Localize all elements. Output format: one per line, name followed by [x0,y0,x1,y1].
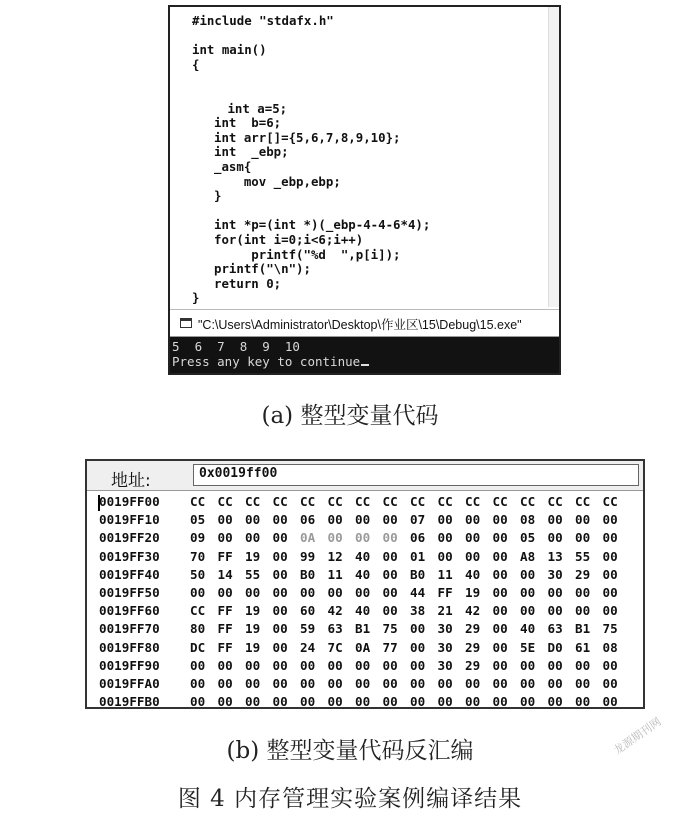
dump-byte[interactable]: CC [217,494,233,509]
dump-byte[interactable]: 19 [245,639,261,655]
dump-byte[interactable]: 00 [602,657,618,673]
dump-byte[interactable]: FF [217,603,233,619]
code-line: } [192,290,200,306]
dump-row[interactable] [87,584,643,602]
dump-byte[interactable]: B1 [575,621,591,637]
dump-byte[interactable]: 00 [190,657,206,673]
dump-byte[interactable]: 21 [437,603,453,619]
dump-byte[interactable]: 00 [575,512,591,528]
dump-byte[interactable]: 00 [300,657,316,673]
dump-byte[interactable]: 00 [492,530,508,546]
dump-byte[interactable]: 00 [520,657,536,673]
dump-byte[interactable]: 00 [575,694,591,709]
dump-byte[interactable]: 00 [300,694,316,709]
dump-byte[interactable]: B0 [410,566,426,582]
code-line: int _ebp; [214,144,289,160]
code-line: _asm{ [214,159,252,174]
dump-byte[interactable]: 40 [520,621,536,637]
dump-byte[interactable]: 00 [547,512,563,528]
dump-byte[interactable]: 00 [602,512,618,528]
dump-address: 0019FFB0 [99,694,160,709]
dump-byte[interactable]: 00 [492,694,508,709]
dump-byte[interactable]: 00 [410,694,426,709]
console-title-bar [170,309,559,337]
dump-byte[interactable]: CC [575,494,591,509]
dump-row[interactable] [87,675,643,693]
dump-byte[interactable]: 00 [410,657,426,673]
dump-byte[interactable]: 00 [437,530,453,546]
watermark: 龙源期刊网 [611,715,664,758]
dump-byte[interactable]: 00 [355,657,371,673]
dump-byte[interactable]: 40 [355,566,371,582]
dump-byte[interactable]: 00 [547,530,563,546]
dump-byte[interactable]: 00 [602,548,618,564]
dump-byte[interactable]: CC [300,494,316,509]
dump-byte[interactable]: 75 [382,621,398,637]
dump-byte[interactable]: 00 [327,585,343,600]
dump-byte[interactable]: 00 [520,676,536,691]
dump-address: 0019FF40 [99,566,160,582]
dump-byte[interactable]: 00 [547,694,563,709]
dump-byte[interactable]: 00 [410,639,426,655]
dump-byte[interactable]: 05 [190,512,206,528]
dump-address: 0019FF60 [99,603,160,619]
dump-byte[interactable]: 00 [547,676,563,691]
dump-byte[interactable]: 00 [410,621,426,637]
dump-address: 0019FF80 [99,639,160,655]
dump-row[interactable] [87,493,643,511]
dump-byte[interactable]: 00 [245,512,261,528]
dump-byte[interactable]: FF [437,585,453,600]
dump-byte[interactable]: 00 [575,657,591,673]
dump-byte[interactable]: CC [547,494,563,509]
dump-byte[interactable]: 00 [355,585,371,600]
dump-byte[interactable]: 14 [217,566,233,582]
dump-byte[interactable]: 00 [602,585,618,600]
console-output-line1: 5 6 7 8 9 10 [172,339,300,354]
dump-byte[interactable]: 00 [492,585,508,600]
dump-byte[interactable]: CC [492,494,508,509]
code-line: int a=5; [220,100,288,116]
code-line: int arr[]={5,6,7,8,9,10}; [214,129,401,145]
dump-byte[interactable]: 09 [190,530,206,546]
dump-byte[interactable]: 06 [300,512,316,528]
dump-byte[interactable]: 00 [410,676,426,691]
dump-byte[interactable]: 00 [547,585,563,600]
dump-byte[interactable]: 00 [190,585,206,600]
dump-byte[interactable]: 00 [355,512,371,528]
dump-byte[interactable]: 13 [547,548,563,564]
dump-byte[interactable]: 0A [355,639,371,655]
dump-byte[interactable]: 00 [492,657,508,673]
dump-byte[interactable]: FF [217,639,233,655]
dump-byte[interactable]: 00 [492,676,508,691]
dump-byte[interactable]: 77 [382,639,398,655]
dump-row[interactable] [87,529,643,547]
dump-byte[interactable]: 11 [327,566,343,582]
dump-byte[interactable]: 00 [382,548,398,564]
dump-byte[interactable]: 00 [520,585,536,600]
dump-address: 0019FF90 [99,657,160,673]
dump-byte[interactable]: 00 [465,512,481,528]
dump-byte[interactable]: 42 [327,603,343,619]
figure-caption: 图 4 内存管理实验案例编译结果 [177,786,523,812]
dump-byte[interactable]: 00 [300,585,316,600]
dump-byte[interactable]: 00 [575,585,591,600]
dump-byte[interactable]: 44 [410,585,426,600]
dump-byte[interactable]: 00 [492,621,508,637]
dump-byte[interactable]: 00 [190,694,206,709]
dump-byte[interactable]: A8 [520,548,536,564]
dump-byte[interactable]: 00 [602,566,618,582]
address-value: 0x0019ff00 [199,466,278,481]
dump-byte[interactable]: 00 [547,657,563,673]
dump-address: 0019FF50 [99,585,160,600]
dump-byte[interactable]: 00 [382,603,398,619]
dump-byte[interactable]: 00 [327,676,343,691]
dump-byte[interactable]: 00 [245,694,261,709]
dump-byte[interactable]: 00 [465,530,481,546]
dump-row[interactable] [87,548,643,566]
dump-byte[interactable]: CC [410,494,426,509]
dump-byte[interactable]: 00 [382,657,398,673]
dump-byte[interactable]: 08 [520,512,536,528]
dump-byte[interactable]: 00 [602,694,618,709]
dump-byte[interactable]: 00 [547,603,563,619]
dump-address: 0019FF30 [99,548,160,564]
dump-byte[interactable]: 00 [520,566,536,582]
dump-byte[interactable]: 00 [465,548,481,564]
dump-byte[interactable]: 00 [245,585,261,600]
dump-byte[interactable]: 40 [465,566,481,582]
dump-byte[interactable]: 00 [382,512,398,528]
dump-byte[interactable]: 30 [437,639,453,655]
dump-byte[interactable]: 00 [327,657,343,673]
dump-byte[interactable]: 00 [382,585,398,600]
dump-byte[interactable]: 00 [602,530,618,546]
dump-byte[interactable]: 00 [245,657,261,673]
code-line: printf("\n"); [214,261,311,277]
dump-byte[interactable]: CC [190,494,206,509]
dump-byte[interactable]: 30 [437,657,453,673]
dump-byte[interactable]: 30 [437,621,453,637]
dump-byte[interactable]: 00 [300,676,316,691]
dump-byte[interactable]: 0A [300,530,316,546]
console-output[interactable] [170,337,559,375]
dump-byte[interactable]: 00 [272,566,288,582]
address-label: 地址: [111,471,151,491]
dump-address: 0019FF20 [99,530,160,546]
dump-byte[interactable]: 00 [272,603,288,619]
code-editor-window [168,5,561,375]
dump-byte[interactable]: 7C [327,639,343,655]
dump-row[interactable] [87,657,643,675]
dump-byte[interactable]: 12 [327,548,343,564]
dump-byte[interactable]: 19 [245,603,261,619]
dump-byte[interactable]: 40 [355,603,371,619]
dump-byte[interactable]: 00 [327,694,343,709]
dump-byte[interactable]: 00 [327,512,343,528]
dump-byte[interactable]: 00 [382,676,398,691]
dump-byte[interactable]: 00 [272,676,288,691]
dump-byte[interactable]: 29 [465,621,481,637]
dump-byte[interactable]: 11 [437,566,453,582]
dump-byte[interactable]: 19 [245,548,261,564]
caption-b: (b) 整型变量代码反汇编 [226,738,474,764]
dump-byte[interactable]: 00 [575,603,591,619]
dump-byte[interactable]: 00 [217,657,233,673]
dump-byte[interactable]: 00 [272,585,288,600]
dump-byte[interactable]: 55 [575,548,591,564]
dump-byte[interactable]: 55 [245,566,261,582]
dump-byte[interactable]: 60 [300,603,316,619]
dump-byte[interactable]: 07 [410,512,426,528]
dump-byte[interactable]: 29 [575,566,591,582]
dump-byte[interactable]: 00 [602,603,618,619]
dump-byte[interactable]: 19 [245,621,261,637]
dump-byte[interactable]: 05 [520,530,536,546]
code-editor[interactable] [170,7,559,307]
dump-byte[interactable]: 00 [272,548,288,564]
dump-byte[interactable]: 00 [437,694,453,709]
code-line: int b=6; [214,115,282,131]
dump-row[interactable] [87,693,643,709]
dump-byte[interactable]: 00 [355,530,371,546]
dump-byte[interactable]: 00 [465,694,481,709]
dump-byte[interactable]: 01 [410,548,426,564]
dump-byte[interactable]: 00 [217,585,233,600]
dump-byte[interactable]: 00 [190,676,206,691]
code-line: printf("%d ",p[i]); [214,246,401,262]
dump-byte[interactable]: 00 [355,694,371,709]
dump-byte[interactable]: 00 [492,512,508,528]
dump-byte[interactable]: 00 [437,548,453,564]
dump-byte[interactable]: 00 [382,694,398,709]
dump-byte[interactable]: 70 [190,548,206,564]
dump-byte[interactable]: 00 [217,530,233,546]
dump-byte[interactable]: 00 [575,530,591,546]
dump-byte[interactable]: 00 [465,676,481,691]
dump-byte[interactable]: 00 [437,512,453,528]
dump-byte[interactable]: CC [272,494,288,509]
caption-a: (a) 整型变量代码 [261,403,439,429]
memory-dump[interactable] [87,491,643,709]
dump-row[interactable] [87,639,643,657]
dump-byte[interactable]: 00 [492,639,508,655]
dump-byte[interactable]: FF [217,548,233,564]
dump-byte[interactable]: CC [382,494,398,509]
dump-address: 0019FF10 [99,512,160,528]
dump-byte[interactable]: 00 [217,512,233,528]
dump-byte[interactable]: CC [520,494,536,509]
dump-byte[interactable]: 00 [382,566,398,582]
dump-byte[interactable]: 40 [355,548,371,564]
dump-byte[interactable]: B1 [355,621,371,637]
dump-byte[interactable]: 80 [190,621,206,637]
code-line: #include "stdafx.h" [192,13,334,28]
dump-address: 0019FF00 [99,494,160,509]
dump-byte[interactable]: 00 [272,639,288,655]
dump-byte[interactable]: 59 [300,621,316,637]
dump-byte[interactable]: 00 [245,676,261,691]
dump-row[interactable] [87,511,643,529]
dump-byte[interactable]: 00 [272,621,288,637]
dump-byte[interactable]: CC [327,494,343,509]
dump-byte[interactable]: 00 [272,657,288,673]
dump-byte[interactable]: 00 [217,694,233,709]
dump-byte[interactable]: 99 [300,548,316,564]
dump-address: 0019FFA0 [99,676,160,691]
dump-byte[interactable]: FF [217,621,233,637]
dump-byte[interactable]: 00 [272,694,288,709]
dump-byte[interactable]: CC [602,494,618,509]
editor-scrollbar[interactable] [548,7,559,307]
code-line: { [192,56,200,72]
console-cursor [361,364,369,366]
code-line: mov _ebp,ebp; [214,173,341,189]
console-output-line2: Press any key to continue [172,354,361,369]
console-window-icon [180,318,192,328]
code-line: return 0; [214,275,282,291]
dump-byte[interactable]: 29 [465,657,481,673]
dump-byte[interactable]: CC [437,494,453,509]
dump-byte[interactable]: 00 [492,566,508,582]
console-title: "C:\Users\Administrator\Desktop\作业区\15\Debug\15.exe" [198,318,522,332]
console-output-line2-wrap [172,354,369,369]
dump-byte[interactable]: 00 [245,530,261,546]
dump-byte[interactable]: 00 [382,530,398,546]
dump-byte[interactable]: 5E [520,639,536,655]
dump-byte[interactable]: 38 [410,603,426,619]
dump-byte[interactable]: 19 [465,585,481,600]
dump-byte[interactable]: CC [355,494,371,509]
dump-byte[interactable]: 42 [465,603,481,619]
dump-byte[interactable]: D0 [547,639,563,655]
dump-row[interactable] [87,620,643,638]
memory-window [85,459,645,709]
dump-byte[interactable]: 63 [327,621,343,637]
address-input[interactable] [193,464,639,486]
dump-byte[interactable]: 29 [465,639,481,655]
dump-byte[interactable]: 00 [437,676,453,691]
dump-byte[interactable]: 63 [547,621,563,637]
dump-byte[interactable]: B0 [300,566,316,582]
dump-byte[interactable]: 00 [492,548,508,564]
dump-byte[interactable]: 06 [410,530,426,546]
address-bar [87,461,643,491]
code-line: int *p=(int *)(_ebp-4-4-6*4); [214,217,431,233]
dump-byte[interactable]: 00 [327,530,343,546]
dump-byte[interactable]: 00 [272,530,288,546]
dump-byte[interactable]: 00 [492,603,508,619]
dump-byte[interactable]: 00 [602,676,618,691]
code-line: int main() [192,42,267,58]
dump-byte[interactable]: 24 [300,639,316,655]
dump-byte[interactable]: 75 [602,621,618,637]
dump-byte[interactable]: 00 [217,676,233,691]
dump-byte[interactable]: 00 [575,676,591,691]
code-line: for(int i=0;i<6;i++) [214,232,364,247]
dump-byte[interactable]: CC [465,494,481,509]
dump-address: 0019FF70 [99,621,160,637]
dump-byte[interactable]: DC [190,639,206,655]
dump-byte[interactable]: 61 [575,639,591,655]
dump-byte[interactable]: 00 [520,694,536,709]
code-line: } [214,188,222,204]
dump-row[interactable] [87,566,643,584]
dump-byte[interactable]: 08 [602,639,618,655]
dump-byte[interactable]: CC [190,603,206,619]
dump-row[interactable] [87,602,643,620]
dump-byte[interactable]: 00 [272,512,288,528]
dump-byte[interactable]: 50 [190,566,206,582]
dump-byte[interactable]: 00 [520,603,536,619]
dump-byte[interactable]: CC [245,494,261,509]
dump-byte[interactable]: 00 [355,676,371,691]
dump-byte[interactable]: 30 [547,566,563,582]
